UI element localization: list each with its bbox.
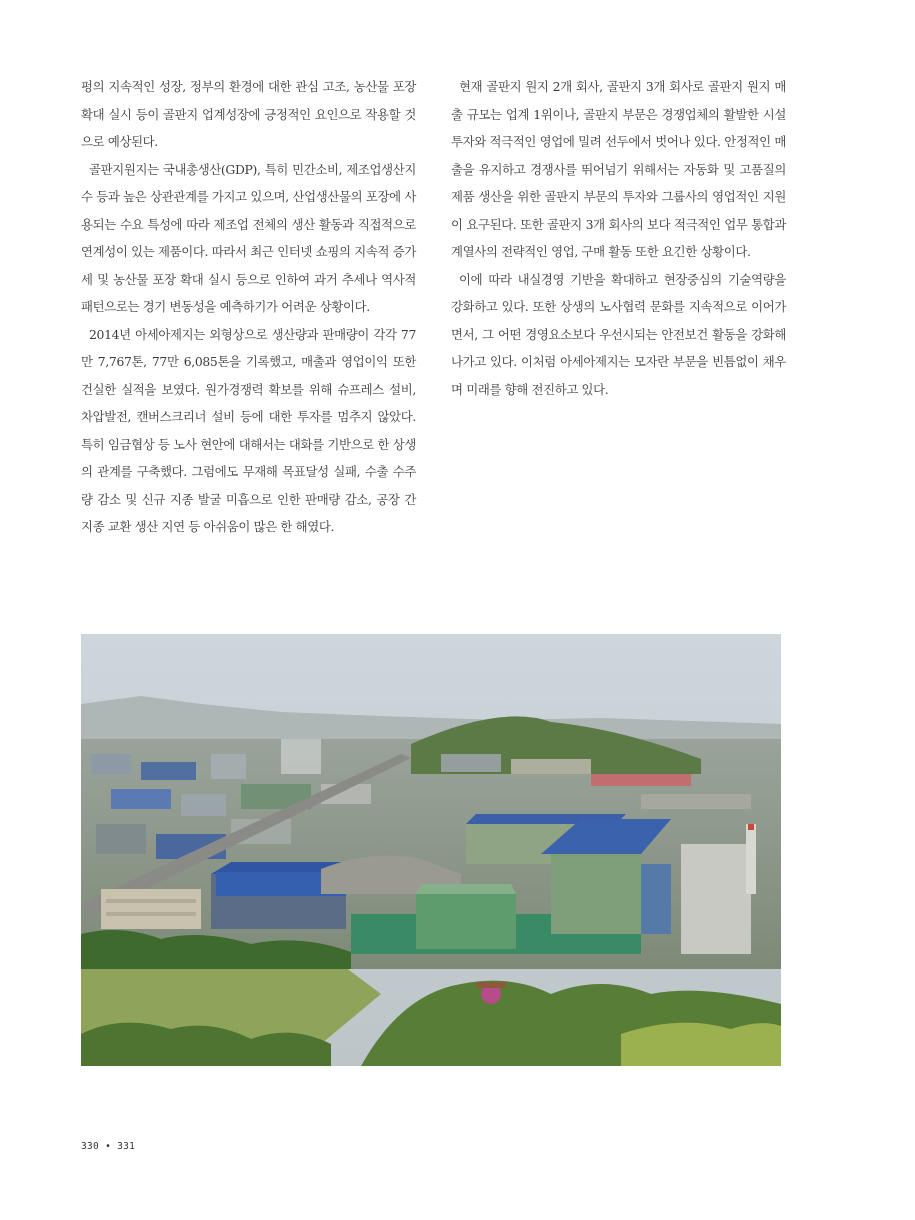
paragraph-4: 현재 골판지 원지 2개 회사, 골판지 3개 회사로 골판지 원지 매출 규모는 업계 1위이나, 골판지 부문은 경쟁업체의 활발한 시설 투자와 적극적인 영업에 밀려 선두에서 벗어나 있다. 안정적인 매출을 유지하고 경쟁사를 뛰어넘기 위해서는 자동화 및 고품질의 제품 생산을 위한 골판지 부문의 투자와 그룹사의 영업적인 지원이 요구된다. 또한 골판지 3개 회사의 보다 적극적인 업무 통합과 계열사의 전략적인 영업, 구매 활동 또한 요긴한 상황이다. <box>451 79 786 259</box>
article-right-column <box>451 73 786 403</box>
factory-aerial-photo <box>81 634 781 1066</box>
factory-illustration <box>81 634 781 1066</box>
article-left-column <box>81 73 416 541</box>
paragraph-5: 이에 따라 내실경영 기반을 확대하고 현장중심의 기술역량을 강화하고 있다. 또한 상생의 노사협력 문화를 지속적으로 이어가면서, 그 어떤 경영요소보다 우선시되는 안전보건 활동을 강화해 나가고 있다. 이처럼 아세아제지는 모자란 부문을 빈틈없이 채우며 미래를 향해 전진하고 있다. <box>451 271 786 397</box>
paragraph-3: 2014년 아세아제지는 외형상으로 생산량과 판매량이 각각 77만 7,767톤, 77만 6,085톤을 기록했고, 매출과 영업이익 또한 건실한 실적을 보였다. 원가경쟁력 확보를 위해 슈프레스 설비, 차압발전, 캔버스크리너 설비 등에 대한 투자를 멈추지 않았다. 특히 임금협상 등 노사 현안에 대해서는 대화를 기반으로 한 상생의 관계를 구축했다. 그럼에도 무재해 목표달성 실패, 수출 수주량 감소 및 신규 지종 발굴 미흡으로 인한 판매량 감소, 공장 간 지종 교환 생산 지연 등 아쉬움이 많은 한 해였다. <box>81 326 416 534</box>
page-number: 330 • 331 <box>81 1141 136 1152</box>
paragraph-2: 골판지원지는 국내총생산(GDP), 특히 민간소비, 제조업생산지수 등과 높은 상관관계를 가지고 있으며, 산업생산물의 포장에 사용되는 수요 특성에 따라 제조업 전체의 생산 활동과 직접적으로 연계성이 있는 제품이다. 따라서 최근 인터넷 쇼핑의 지속적 증가세 및 농산물 포장 확대 실시 등으로 인하여 과거 추세나 역사적 패턴으로는 경기 변동성을 예측하기가 어려운 상황이다. <box>81 161 416 314</box>
paragraph-1: 펑의 지속적인 성장, 정부의 환경에 대한 관심 고조, 농산물 포장 확대 실시 등이 골판지 업계성장에 긍정적인 요인으로 작용할 것으로 예상된다. <box>81 79 416 149</box>
